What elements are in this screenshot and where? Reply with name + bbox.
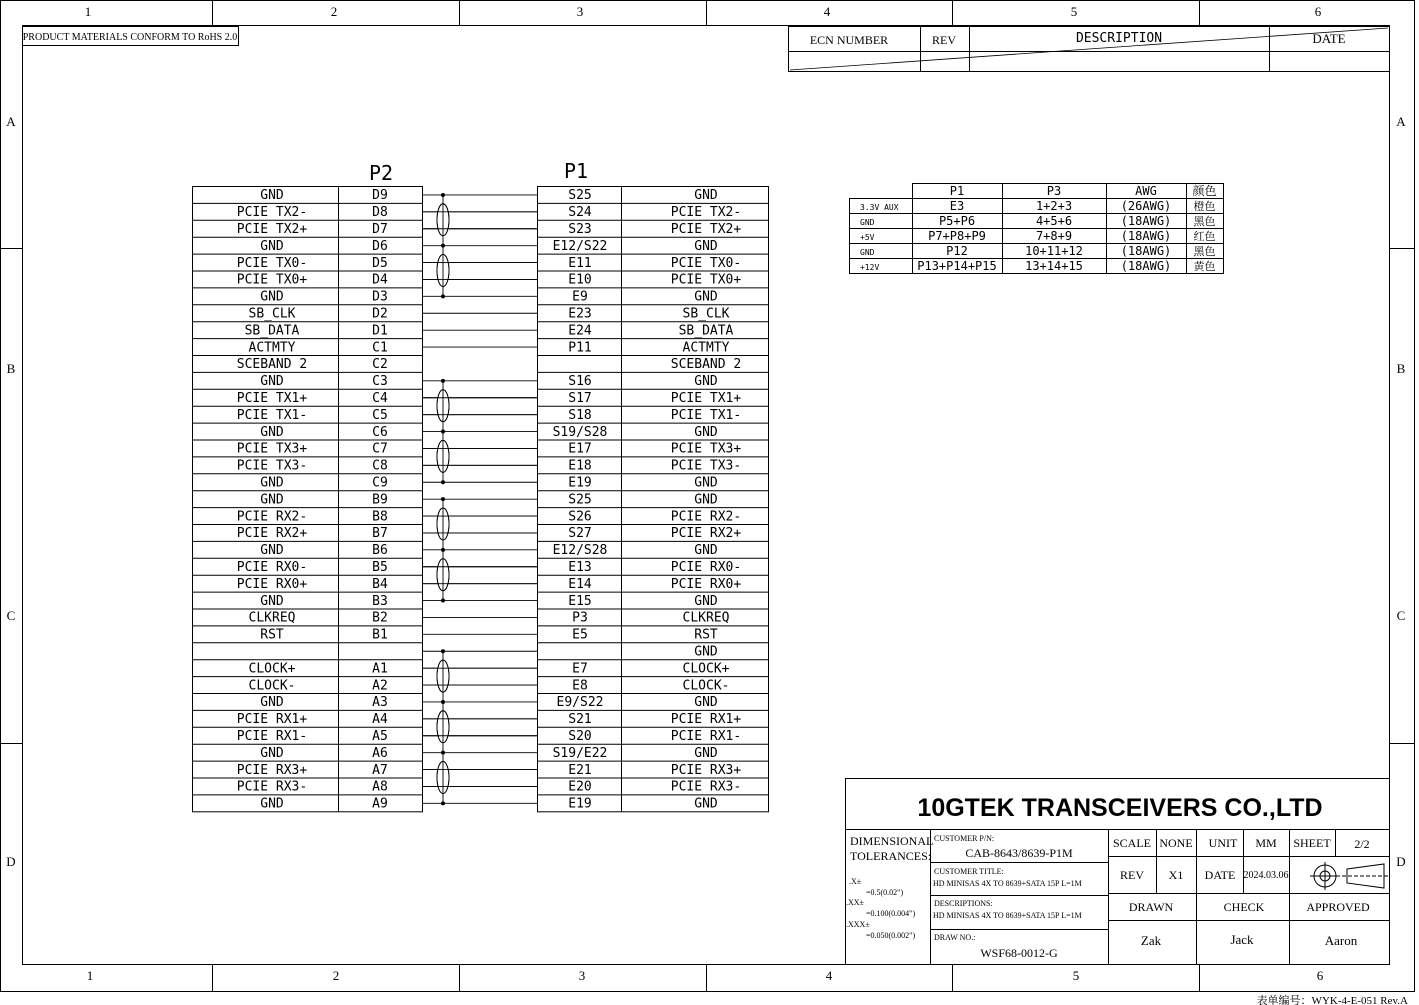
revision-block xyxy=(789,27,1390,72)
descriptions: HD MINISAS 4X TO 8639+SATA 15P L=1M xyxy=(933,911,1082,920)
p1-signal: PCIE RX1+ xyxy=(670,712,742,728)
power-table-cell: 3.3V AUX xyxy=(860,203,899,212)
check-value: Jack xyxy=(1230,932,1254,947)
p2-pin: A4 xyxy=(372,712,388,728)
power-table-cell: GND xyxy=(860,218,875,227)
p2-pin: C3 xyxy=(372,374,388,390)
p1-signal: GND xyxy=(694,593,718,609)
p2-pin: B2 xyxy=(372,610,388,626)
p2-pin: B8 xyxy=(372,509,388,525)
p1-signal: SB_CLK xyxy=(682,306,730,322)
p2-pin: A7 xyxy=(372,762,388,778)
p2-signal: PCIE TX1- xyxy=(236,407,308,423)
p1-pin: E19 xyxy=(568,796,592,812)
drain-junction xyxy=(441,599,445,603)
p1-signal: PCIE TX1- xyxy=(670,407,742,423)
p1-signal: PCIE RX3- xyxy=(670,779,742,795)
power-table-cell: 7+8+9 xyxy=(1035,229,1073,243)
power-table-cell: P13+P14+P15 xyxy=(917,259,997,273)
sheet-label: SHEET xyxy=(1293,836,1331,850)
p2-signal: PCIE RX1+ xyxy=(236,712,308,728)
p2-signal: GND xyxy=(260,424,284,440)
p1-pin: S24 xyxy=(568,205,592,221)
p1-signal: PCIE TX3- xyxy=(670,458,742,474)
p1-pin: E12/S22 xyxy=(552,238,608,254)
zone-col-bottom-6: 6 xyxy=(1316,968,1324,983)
p1-signal: GND xyxy=(694,796,718,812)
p1-pin: E18 xyxy=(568,458,592,474)
zone-row-right-A: A xyxy=(1396,114,1406,129)
p2-signal: GND xyxy=(260,543,284,559)
p2-signal: GND xyxy=(260,188,284,204)
p2-pin: C2 xyxy=(372,357,388,373)
p1-signal: GND xyxy=(694,644,718,660)
drain-junction xyxy=(441,649,445,653)
descriptions-label: DESCRIPTIONS: xyxy=(934,899,993,908)
p1-signal: RST xyxy=(694,627,718,643)
power-table-cell: 10+11+12 xyxy=(1025,244,1083,258)
p2-signal: PCIE RX2+ xyxy=(236,526,308,542)
p2-signal: GND xyxy=(260,745,284,761)
p1-pin: S18 xyxy=(568,407,592,423)
tol-xx-value: =0.100(0.004") xyxy=(866,909,916,918)
p2-pin: B7 xyxy=(372,526,388,542)
p1-signal: PCIE TX3+ xyxy=(670,441,742,457)
power-table-cell: (18AWG) xyxy=(1120,259,1172,273)
p2-signal: GND xyxy=(260,796,284,812)
power-table-cell: 黑色 xyxy=(1193,216,1216,228)
p1-signal: PCIE RX0- xyxy=(670,559,742,575)
p2-signal: PCIE RX2- xyxy=(236,509,308,525)
p1-pin: S21 xyxy=(568,712,592,728)
p2-pin: A3 xyxy=(372,695,388,711)
tol-x: .X± xyxy=(849,877,862,886)
p2-pin: D5 xyxy=(372,255,388,271)
p2-signal: PCIE RX3- xyxy=(236,779,308,795)
p1-pin: S19/S28 xyxy=(552,424,608,440)
zone-col-top-3: 3 xyxy=(576,4,584,19)
p1-signal: PCIE RX2+ xyxy=(670,526,742,542)
p2-signal: PCIE TX2- xyxy=(236,205,308,221)
zone-row-left-B: B xyxy=(6,361,16,376)
tol-xxx-value: =0.050(0.002") xyxy=(866,931,916,940)
p1-pin: P3 xyxy=(572,610,588,626)
p1-signal: SB_DATA xyxy=(678,323,734,339)
wiring xyxy=(423,193,538,805)
p2-pin: B5 xyxy=(372,559,388,575)
p1-signal: PCIE TX2- xyxy=(670,205,742,221)
power-table-cell: (26AWG) xyxy=(1120,199,1172,213)
power-table-header: 颜色 xyxy=(1192,184,1217,198)
p1-signal: CLOCK+ xyxy=(682,661,730,677)
p2-signal: SB_DATA xyxy=(244,323,300,339)
p2-signal: GND xyxy=(260,695,284,711)
zone-col-bottom-1: 1 xyxy=(86,968,94,983)
zone-row-right-B: B xyxy=(1396,361,1406,376)
p2-signal: CLOCK+ xyxy=(248,661,296,677)
customer-pn: CAB-8643/8639-P1M xyxy=(965,846,1073,860)
p1-signal: PCIE TX0- xyxy=(670,255,742,271)
power-table-cell: 13+14+15 xyxy=(1025,259,1083,273)
rohs-note: PRODUCT MATERIALS CONFORM TO RoHS 2.0 xyxy=(22,32,238,43)
p1-pin: S19/E22 xyxy=(552,745,608,761)
p2-pin: D1 xyxy=(372,323,388,339)
power-table-cell: (18AWG) xyxy=(1120,244,1172,258)
p2-pin: A6 xyxy=(372,745,388,761)
rev-header-description: DESCRIPTION xyxy=(1075,31,1163,46)
zone-col-top-4: 4 xyxy=(823,4,831,19)
zone-col-top-2: 2 xyxy=(330,4,338,19)
p1-pin: E24 xyxy=(568,323,592,339)
drain-junction xyxy=(441,193,445,197)
zone-row-right-C: C xyxy=(1396,608,1406,623)
p2-pin: C9 xyxy=(372,475,388,491)
power-table-cell: 黑色 xyxy=(1193,246,1216,258)
p2-pin: B3 xyxy=(372,593,388,609)
rev-value: X1 xyxy=(1168,868,1184,882)
p2-signal: PCIE RX1- xyxy=(236,728,308,744)
drain-junction xyxy=(441,548,445,552)
draw-no: WSF68-0012-G xyxy=(980,946,1058,960)
p2-pin: D2 xyxy=(372,306,388,322)
p2-pin: D7 xyxy=(372,221,388,237)
p1-signal: PCIE RX3+ xyxy=(670,762,742,778)
p2-pin: C8 xyxy=(372,458,388,474)
p1-signal: PCIE TX2+ xyxy=(670,221,742,237)
date-value: 2024.03.06 xyxy=(1243,870,1289,881)
p2-signal: PCIE RX3+ xyxy=(236,762,308,778)
power-table-cell: GND xyxy=(860,248,875,257)
power-table-cell: (18AWG) xyxy=(1120,229,1172,243)
p1-pin: E20 xyxy=(568,779,592,795)
rev-label: REV xyxy=(1120,868,1144,882)
rev-header-ecn: ECN NUMBER xyxy=(809,33,889,47)
power-table-cell: 1+2+3 xyxy=(1035,199,1073,213)
power-table-cell: 橙色 xyxy=(1193,201,1216,213)
power-table-cell: E3 xyxy=(949,199,965,213)
p1-signal: GND xyxy=(694,188,718,204)
p2-pin: A5 xyxy=(372,728,388,744)
p1-signal: GND xyxy=(694,238,718,254)
p1-pin: S16 xyxy=(568,374,592,390)
p2-signal: PCIE TX2+ xyxy=(236,221,308,237)
p2-pin: C5 xyxy=(372,407,388,423)
date-label: DATE xyxy=(1204,868,1236,882)
drain-junction xyxy=(441,294,445,298)
zone-row-left-A: A xyxy=(6,114,16,129)
p1-pin: E9/S22 xyxy=(556,695,604,711)
power-table-cell: +5V xyxy=(860,233,875,242)
p1-pin: E14 xyxy=(568,576,592,592)
p1-pin: S20 xyxy=(568,728,592,744)
p2-pin: A9 xyxy=(372,796,388,812)
power-table-header: AWG xyxy=(1135,184,1157,198)
drain-junction xyxy=(441,430,445,434)
power-table xyxy=(850,183,1224,274)
p2-signal: GND xyxy=(260,374,284,390)
p1-pin: E8 xyxy=(572,678,588,694)
p1-pin: E12/S28 xyxy=(552,543,608,559)
drawn-label: DRAWN xyxy=(1128,900,1174,914)
footer-note: 表单编号：WYK-4-E-051 Rev.A xyxy=(1256,995,1408,1005)
zone-col-bottom-4: 4 xyxy=(825,968,833,983)
p2-signal: PCIE RX0- xyxy=(236,559,308,575)
drain-junction xyxy=(441,480,445,484)
unit-label: UNIT xyxy=(1208,836,1238,850)
drain-junction xyxy=(441,244,445,248)
p1-signal: GND xyxy=(694,745,718,761)
p2-signal: GND xyxy=(260,492,284,508)
p2-pin: C6 xyxy=(372,424,388,440)
p2-signal: SCEBAND 2 xyxy=(236,357,308,373)
sheet-value: 2/2 xyxy=(1354,837,1370,851)
p2-signal: GND xyxy=(260,593,284,609)
p1-signal: ACTMTY xyxy=(682,340,730,356)
drawn-value: Zak xyxy=(1140,933,1162,948)
p2-pin: B1 xyxy=(372,627,388,643)
power-table-cell: 红色 xyxy=(1193,231,1216,243)
p1-pin: S23 xyxy=(568,221,592,237)
drain-junction xyxy=(441,751,445,755)
p1-pin: S27 xyxy=(568,526,592,542)
zone-col-bottom-3: 3 xyxy=(578,968,586,983)
p2-pin: D9 xyxy=(372,188,388,204)
p1-signal: GND xyxy=(694,374,718,390)
zone-col-bottom-2: 2 xyxy=(332,968,340,983)
zone-col-top-5: 5 xyxy=(1070,4,1078,19)
approved-value: Aaron xyxy=(1324,933,1358,948)
customer-title-label: CUSTOMER TITLE: xyxy=(934,867,1004,876)
company-name: 10GTEK TRANSCEIVERS CO.,LTD xyxy=(917,794,1323,822)
zone-col-top-1: 1 xyxy=(84,4,92,19)
p2-pin: D3 xyxy=(372,289,388,305)
drain-junction xyxy=(441,497,445,501)
p2-signal: GND xyxy=(260,289,284,305)
approved-label: APPROVED xyxy=(1306,900,1370,914)
p1-signal: GND xyxy=(694,289,718,305)
p2-pin: D8 xyxy=(372,205,388,221)
drain-junction xyxy=(441,700,445,704)
dim-tol-line1: DIMENSIONAL xyxy=(850,834,934,848)
power-table-header: P1 xyxy=(949,184,965,198)
p1-pin: E17 xyxy=(568,441,592,457)
scale-label: SCALE xyxy=(1112,836,1152,850)
p1-signal: GND xyxy=(694,424,718,440)
p1-pin: E10 xyxy=(568,272,592,288)
p1-pin: S25 xyxy=(568,188,592,204)
p1-pin: S26 xyxy=(568,509,592,525)
zone-col-top-6: 6 xyxy=(1314,4,1322,19)
p1-signal: GND xyxy=(694,475,718,491)
p1-signal: PCIE RX2- xyxy=(670,509,742,525)
p2-signal: PCIE TX3+ xyxy=(236,441,308,457)
p2-pin: A8 xyxy=(372,779,388,795)
projection-symbol-icon xyxy=(1310,862,1388,890)
p1-pinout-table xyxy=(538,186,769,812)
power-table-cell: P12 xyxy=(946,244,968,258)
p2-signal: PCIE TX0- xyxy=(236,255,308,271)
p1-pin: S25 xyxy=(568,492,592,508)
check-label: CHECK xyxy=(1223,900,1265,914)
drain-junction xyxy=(441,801,445,805)
tol-xxx: .XXX± xyxy=(846,920,870,929)
power-table-header: P3 xyxy=(1046,184,1062,198)
rev-header-date: DATE xyxy=(1312,31,1346,46)
p2-pin: C4 xyxy=(372,390,388,406)
p1-pin: E7 xyxy=(572,661,588,677)
p1-signal: PCIE RX0+ xyxy=(670,576,742,592)
p1-signal: GND xyxy=(694,543,718,559)
p2-label: P2 xyxy=(368,161,394,185)
p1-signal: PCIE TX1+ xyxy=(670,390,742,406)
drain-junction xyxy=(441,379,445,383)
p1-pin: E9 xyxy=(572,289,588,305)
p1-signal: SCEBAND 2 xyxy=(670,357,742,373)
unit-value: MM xyxy=(1255,836,1277,850)
p1-pin: E11 xyxy=(568,255,592,271)
p1-signal: CLOCK- xyxy=(682,678,730,694)
p1-signal: GND xyxy=(694,492,718,508)
rev-header-rev: REV xyxy=(932,33,956,47)
p2-signal: GND xyxy=(260,238,284,254)
customer-pn-label: CUSTOMER P/N: xyxy=(934,834,995,843)
p2-signal: SB_CLK xyxy=(248,306,296,322)
p2-signal: CLKREQ xyxy=(248,610,296,626)
p2-signal: RST xyxy=(260,627,284,643)
tol-xx: .XX± xyxy=(846,898,864,907)
scale-value: NONE xyxy=(1159,836,1193,850)
p1-pin: E5 xyxy=(572,627,588,643)
customer-title: HD MINISAS 4X TO 8639+SATA 15P L=1M xyxy=(933,879,1082,888)
power-table-cell: P7+P8+P9 xyxy=(928,229,986,243)
p2-signal: PCIE TX3- xyxy=(236,458,308,474)
p2-pin: A2 xyxy=(372,678,388,694)
p1-pin: E23 xyxy=(568,306,592,322)
power-table-cell: +12V xyxy=(860,263,880,272)
draw-no-label: DRAW NO.: xyxy=(934,933,976,942)
p2-signal: PCIE TX0+ xyxy=(236,272,308,288)
p1-pin: E21 xyxy=(568,762,592,778)
p2-pinout-table xyxy=(193,186,423,812)
p1-signal: CLKREQ xyxy=(682,610,730,626)
power-table-cell: 4+5+6 xyxy=(1035,214,1073,228)
p2-signal: PCIE TX1+ xyxy=(236,390,308,406)
p2-pin: B4 xyxy=(372,576,388,592)
p2-pin: C7 xyxy=(372,441,388,457)
power-table-cell: (18AWG) xyxy=(1120,214,1172,228)
p2-signal: CLOCK- xyxy=(248,678,296,694)
power-table-cell: P5+P6 xyxy=(938,214,976,228)
p2-signal: ACTMTY xyxy=(248,340,296,356)
p1-signal: PCIE RX1- xyxy=(670,728,742,744)
p1-label: P1 xyxy=(563,159,589,183)
p2-signal: PCIE RX0+ xyxy=(236,576,308,592)
p1-pin: S17 xyxy=(568,390,592,406)
zone-col-bottom-5: 5 xyxy=(1072,968,1080,983)
p2-pin: D6 xyxy=(372,238,388,254)
zone-row-left-D: D xyxy=(6,854,16,869)
p1-signal: PCIE TX0+ xyxy=(670,272,742,288)
zone-row-left-C: C xyxy=(6,608,16,623)
p2-signal: GND xyxy=(260,475,284,491)
dim-tol-line2: TOLERANCES: xyxy=(850,849,932,863)
zone-row-right-D: D xyxy=(1396,854,1406,869)
p1-signal: GND xyxy=(694,695,718,711)
p2-pin: D4 xyxy=(372,272,388,288)
p1-pin: P11 xyxy=(568,340,592,356)
p2-pin: A1 xyxy=(372,661,388,677)
p1-pin: E19 xyxy=(568,475,592,491)
p1-pin: E13 xyxy=(568,559,592,575)
p2-pin: B6 xyxy=(372,543,388,559)
p2-pin: B9 xyxy=(372,492,388,508)
power-table-cell: 黄色 xyxy=(1193,261,1216,273)
p2-pin: C1 xyxy=(372,340,388,356)
tol-x-value: =0.5(0.02") xyxy=(866,888,904,897)
p1-pin: E15 xyxy=(568,593,592,609)
